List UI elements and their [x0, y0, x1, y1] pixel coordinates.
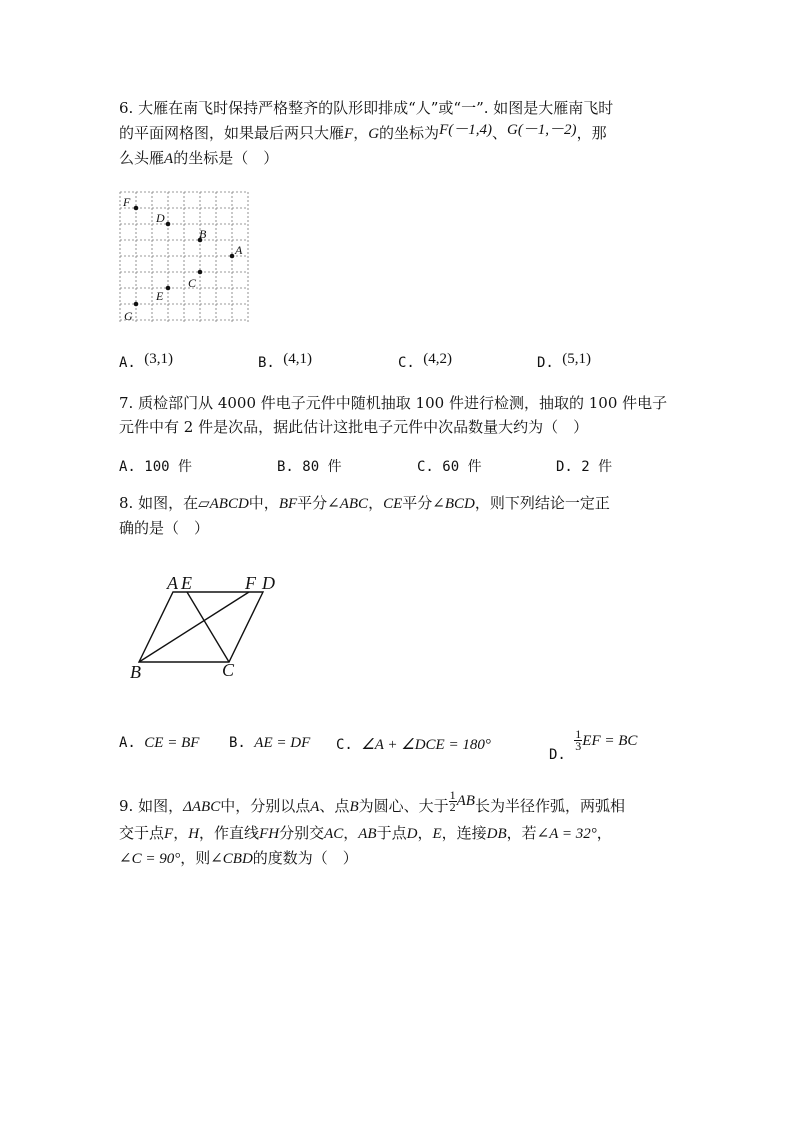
point-c	[198, 270, 203, 275]
q9-line-2	[119, 822, 612, 845]
option-value: ∠A + ∠DCE = 180°	[361, 737, 491, 753]
q6-line-3-post: 的坐标是（ ）	[173, 149, 279, 167]
point-a	[230, 254, 235, 259]
label-d: D	[156, 211, 165, 225]
option-value: EF = BC	[582, 732, 638, 749]
q8-line-1	[119, 492, 610, 515]
q6-line-2-post: ，那	[576, 124, 607, 142]
q9-comma: ，	[343, 824, 359, 842]
option-letter: C.	[417, 459, 434, 475]
q9-text-2-pre: 交于点	[119, 824, 165, 842]
q9-text-c: 为圆心、大于	[358, 797, 449, 815]
q8-option-c[interactable]	[336, 735, 491, 754]
q9-var-a: A	[310, 799, 320, 815]
option-letter: D.	[537, 355, 554, 371]
q9-line-1	[119, 787, 625, 819]
option-letter: A.	[119, 459, 136, 475]
q8-text-bisect-2: 平分	[402, 494, 433, 512]
q8-text-pre: 8. 如图，在	[119, 494, 199, 512]
q9-var-ac: AC	[324, 826, 344, 842]
q6-var-g: G	[368, 126, 380, 142]
q9-comma: ，	[173, 824, 189, 842]
q9-line-3	[119, 847, 358, 870]
q7-option-a[interactable]	[119, 456, 192, 476]
q6-coord-g: G(－1,－2)	[506, 122, 577, 138]
label-b: B	[199, 227, 207, 241]
q8-text-mid: 中，	[248, 494, 279, 512]
option-letter: B.	[258, 355, 275, 371]
q8-line-2: 确的是（ ）	[119, 519, 210, 537]
q7-option-b[interactable]	[277, 456, 342, 476]
fraction-one-half	[449, 787, 457, 814]
q9-angle-a: ∠A = 32°	[536, 826, 597, 842]
q9-text-pre: 9. 如图，	[119, 797, 184, 815]
q9-triangle: ΔABC	[183, 799, 221, 815]
q9-var-b: B	[349, 799, 359, 815]
q9-angle-c: ∠C = 90°	[119, 851, 181, 867]
q6-comma: ，	[353, 124, 369, 142]
q7-line-1: 7. 质检部门从 4000 件电子元件中随机抽取 100 件进行检测，抽取的 100 件电子	[119, 394, 668, 412]
q6-option-d[interactable]	[537, 351, 592, 372]
q6-coord-f: F(－1,4)	[439, 122, 492, 138]
label-e: E	[156, 289, 164, 303]
q6-option-a[interactable]	[119, 351, 174, 372]
grid-lines	[120, 192, 248, 323]
q9-text-3-a: ，则	[180, 849, 211, 867]
fraction-denominator: 3	[575, 739, 582, 753]
option-value: (3,1)	[144, 351, 174, 367]
q9-var-d: D	[406, 826, 418, 842]
q8-option-d[interactable]	[549, 727, 638, 763]
q8-text-post: ，则下列结论一定正	[474, 494, 610, 512]
label-f: F	[123, 195, 131, 209]
option-value: 2 件	[581, 459, 613, 475]
q9-text-2-d: ，连接	[441, 824, 487, 842]
q9-text-2-e: ，若	[506, 824, 537, 842]
q8-var-bf: BF	[278, 496, 298, 512]
option-letter: B.	[277, 459, 294, 475]
q9-var-db: DB	[486, 826, 507, 842]
q7-line-2: 元件中有 2 件是次品，据此估计这批电子元件中次品数量大约为（ ）	[119, 418, 589, 436]
q9-text-2-c: 于点	[376, 824, 407, 842]
q6-option-c[interactable]	[398, 351, 453, 372]
q8-parallelogram-figure	[125, 570, 285, 685]
label-c: C	[188, 276, 197, 290]
point-d	[166, 222, 171, 227]
q7-option-d[interactable]	[556, 456, 612, 476]
q8-option-a[interactable]	[119, 735, 199, 752]
fraction-numerator: 1	[575, 727, 582, 741]
label-f: F	[245, 573, 256, 593]
q7-option-c[interactable]	[417, 456, 482, 476]
q9-text-a: 中，分别以点	[220, 797, 311, 815]
q6-line-1: 6. 大雁在南飞时保持严格整齐的队形即排成“人”或“一”. 如图是大雁南飞时	[119, 99, 614, 117]
option-value: (4,1)	[283, 351, 313, 367]
q9-var-e: E	[432, 826, 442, 842]
option-value: AE = DF	[254, 735, 311, 751]
q9-text-3-post: 的度数为（ ）	[252, 849, 358, 867]
q6-line-2	[119, 122, 607, 145]
q9-var-fh: FH	[259, 826, 280, 842]
q8-var-ce: CE	[383, 496, 403, 512]
fraction-numerator: 1	[449, 787, 456, 802]
q6-option-b[interactable]	[258, 351, 313, 372]
q6-var-f: F	[344, 126, 354, 142]
q9-comma: ，	[417, 824, 433, 842]
label-a: A	[167, 573, 178, 593]
point-e	[166, 286, 171, 291]
q9-var-ab: AB	[456, 793, 475, 809]
q6-line-3-pre: 么头雁	[119, 149, 165, 167]
option-letter: A.	[119, 735, 136, 751]
option-letter: B.	[229, 735, 246, 751]
point-f	[134, 206, 139, 211]
q9-comma: ，	[596, 824, 612, 842]
option-letter: D.	[556, 459, 573, 475]
option-value: 60 件	[442, 459, 482, 475]
q6-grid-figure	[119, 191, 252, 325]
option-value: 80 件	[302, 459, 342, 475]
point-g	[134, 302, 139, 307]
q8-comma: ，	[368, 494, 384, 512]
q9-var-h: H	[188, 826, 200, 842]
label-g: G	[124, 309, 133, 323]
option-letter: D.	[549, 746, 566, 763]
q9-text-post: 长为半径作弧，两弧相	[474, 797, 625, 815]
q6-line-3	[119, 147, 278, 170]
q9-angle-cbd: ∠CBD	[210, 851, 253, 867]
option-value: (4,2)	[423, 351, 453, 367]
label-e: E	[181, 573, 192, 593]
q6-line-2-mid: 的坐标为	[379, 124, 440, 142]
fraction-denominator: 2	[449, 799, 456, 814]
q9-var-f: F	[164, 826, 174, 842]
parallelogram-abcd	[139, 592, 263, 662]
option-letter: A.	[119, 355, 136, 371]
q8-angle-abc: ∠ABC	[327, 496, 369, 512]
q8-text-bisect-1: 平分	[297, 494, 328, 512]
option-value: CE = BF	[144, 735, 200, 751]
q6-line-2-pre: 的平面网格图，如果最后两只大雁	[119, 124, 345, 142]
q9-text-b: 、点	[319, 797, 350, 815]
label-d: D	[262, 573, 275, 593]
q9-text-2-a: ，作直线	[199, 824, 260, 842]
q8-parallelogram: ▱ABCD	[198, 496, 249, 512]
q9-text-2-b: 分别交	[279, 824, 325, 842]
option-value: (5,1)	[562, 351, 592, 367]
q9-var-ab-2: AB	[358, 826, 377, 842]
q6-sep: 、	[491, 124, 507, 142]
label-c: C	[222, 660, 235, 680]
option-letter: C.	[336, 737, 353, 753]
option-value: 100 件	[144, 459, 193, 475]
q8-angle-bcd: ∠BCD	[432, 496, 475, 512]
q8-option-b[interactable]	[229, 735, 310, 752]
option-letter: C.	[398, 355, 415, 371]
label-a: A	[235, 243, 243, 257]
label-b: B	[130, 662, 141, 682]
q6-var-a: A	[164, 151, 174, 167]
